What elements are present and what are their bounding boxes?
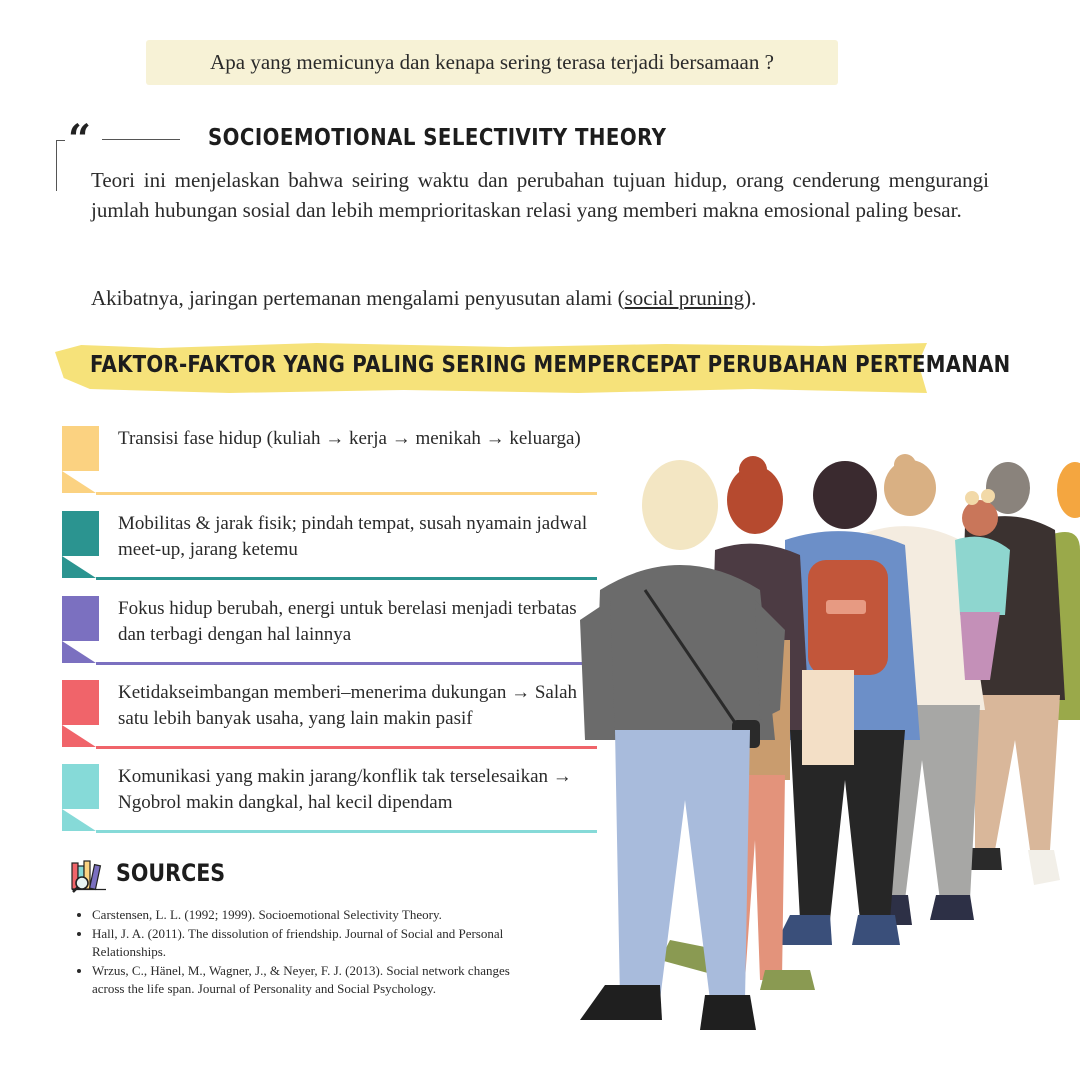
factor-underline [96,830,597,833]
factor-underline [96,662,597,665]
question-text: Apa yang memicunya dan kenapa sering terasa terjadi bersamaan ? [210,50,774,74]
friends-group-illustration [560,440,1080,1060]
references-list [75,906,532,999]
factor-item [62,680,597,748]
factor-marker-tail [62,471,96,493]
factor-marker-icon [62,511,99,556]
sources-title: SOURCES [116,859,226,887]
factor-marker-icon [62,596,99,641]
factor-item [62,511,597,579]
factor-item [62,596,597,664]
question-banner [146,40,838,85]
factor-marker-tail [62,556,96,578]
books-magnifier-icon [70,857,108,895]
factor-marker-tail [62,809,96,831]
reference-item: • Hall, J. A. (2011). The dissolution of friendship. Journal of Social and Personal Relationships. [92,925,532,962]
social-pruning-term: social pruning [624,286,745,310]
factors-title: FAKTOR-FAKTOR YANG PALING SERING MEMPERCEPAT PERUBAHAN PERTEMANAN [90,352,1011,378]
quote-bracket-decoration [56,140,65,191]
consequence-paragraph [91,284,989,314]
quote-icon: “ [68,116,92,163]
reference-item: • Carstensen, L. L. (1992; 1999). Socioemotional Selectivity Theory. [92,906,532,925]
factor-text: Transisi fase hidup (kuliah → kerja → menikah → keluarga) [118,428,581,449]
factor-marker-icon [62,426,99,471]
factor-underline [96,577,597,580]
factor-item [62,764,597,832]
reference-item: • Wrzus, C., Hänel, M., Wagner, J., & Neyer, F. J. (2013). Social network changes across the life span. Journal of Personality and Social Psychology. [92,962,532,999]
factor-marker-icon [62,764,99,809]
factor-marker-tail [62,725,96,747]
consequence-prefix: Akibatnya, jaringan pertemanan mengalami penyusutan alami ( [91,286,625,310]
quote-divider [102,139,180,140]
factor-item [62,426,597,494]
factor-text: Komunikasi yang makin jarang/konflik tak terselesaikan → Ngobrol makin dangkal, hal kecil dipendam [118,766,572,813]
theory-paragraph: Teori ini menjelaskan bahwa seiring waktu dan perubahan tujuan hidup, orang cenderung mengurangi jumlah hubungan sosial dan lebih memprioritaskan relasi yang memberi makna emosional paling besar. [91,168,989,222]
consequence-suffix: ). [744,286,757,310]
factor-marker-icon [62,680,99,725]
theory-title: SOCIOEMOTIONAL SELECTIVITY THEORY [208,125,667,151]
factor-marker-tail [62,641,96,663]
factor-underline [96,492,597,495]
factor-text: Mobilitas & jarak fisik; pindah tempat, susah nyamain jadwal meet-up, jarang ketemu [118,513,588,560]
factor-text: Ketidakseimbangan memberi–menerima dukungan → Salah satu lebih banyak usaha, yang lain makin pasif [118,682,578,729]
factor-text: Fokus hidup berubah, energi untuk berelasi menjadi terbatas dan terbagi dengan hal lainnya [118,598,577,645]
factor-underline [96,746,597,749]
